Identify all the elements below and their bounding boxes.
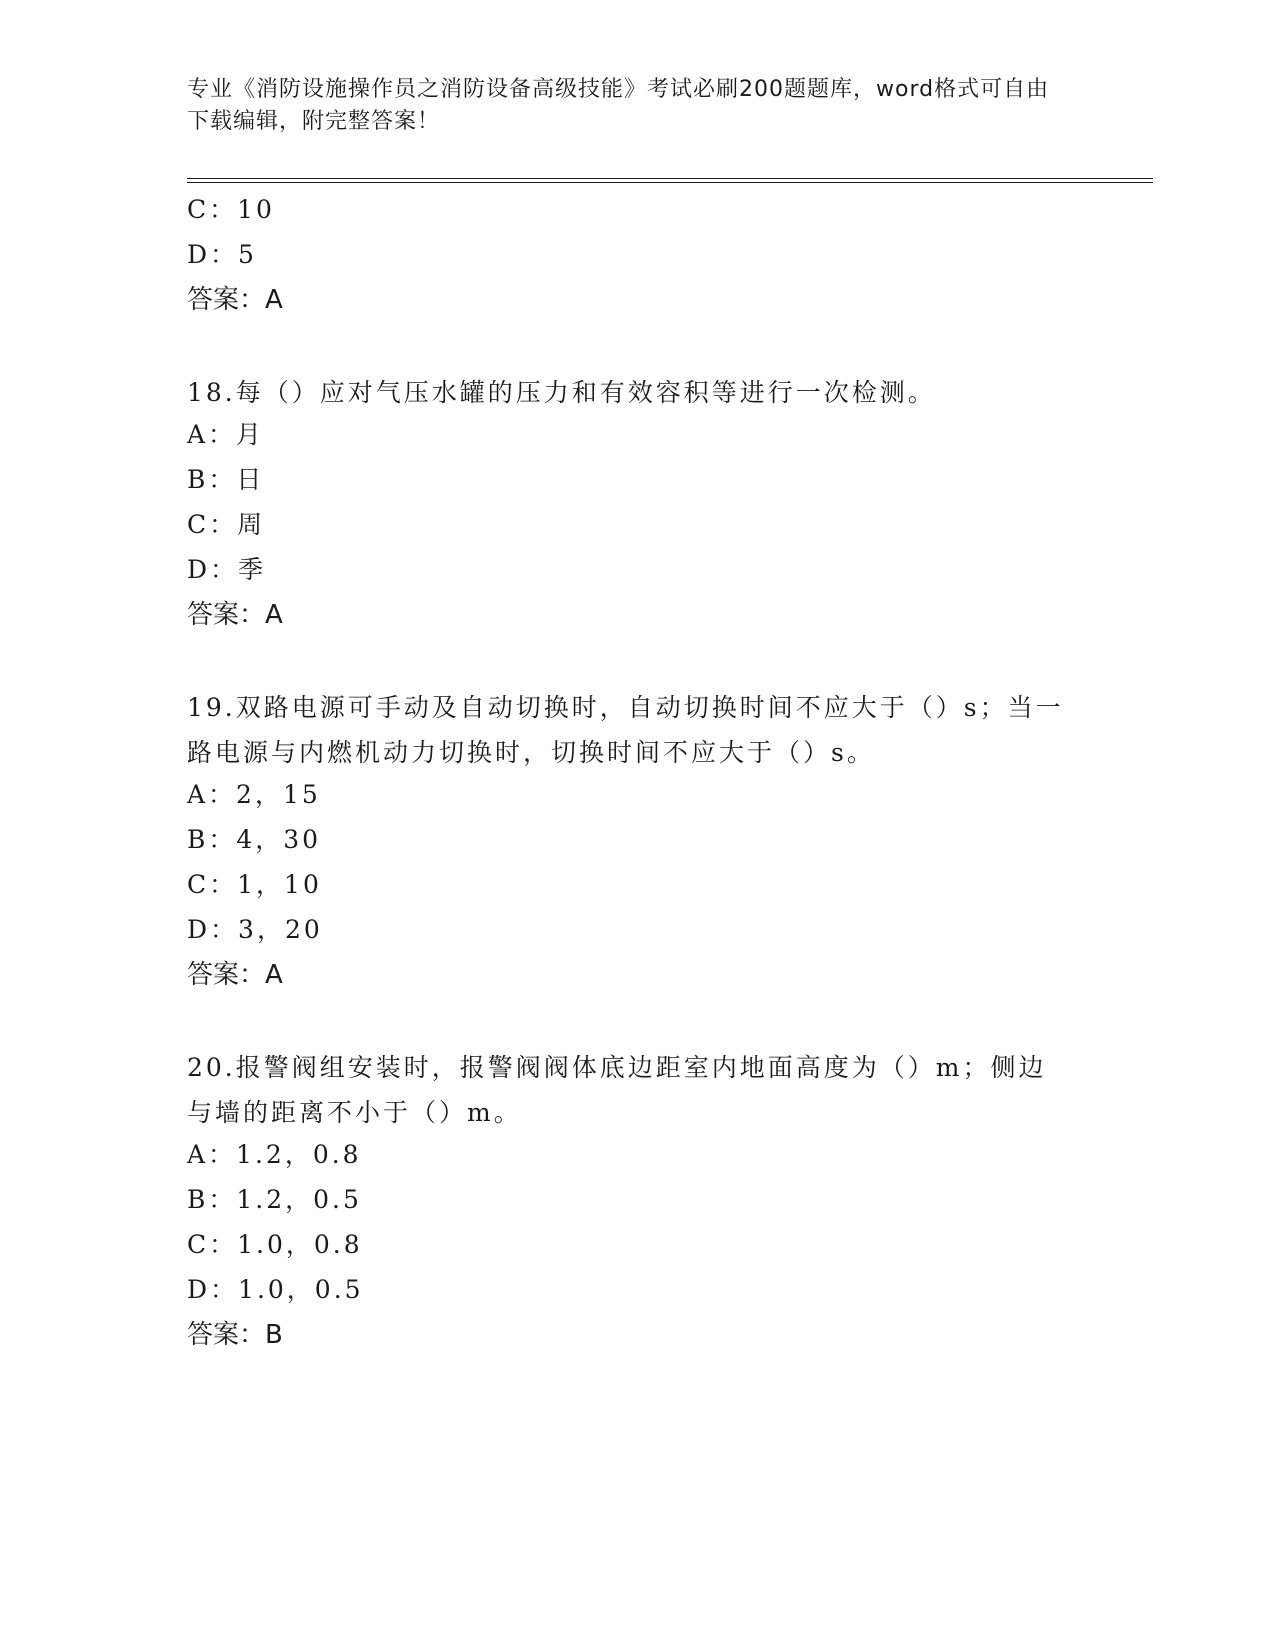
option-d: D：5: [187, 240, 257, 269]
question-18-option-b: B：日: [187, 465, 265, 494]
question-20-option-b: B：1.2，0.5: [187, 1185, 362, 1214]
document-header: 专业《消防设施操作员之消防设备高级技能》考试必刷200题题库，word格式可自由下载编辑，附完整答案！: [187, 77, 1050, 134]
question-18-text: 18.每（）应对气压水罐的压力和有效容积等进行一次检测。: [187, 378, 936, 407]
question-20-option-c: C：1.0，0.8: [187, 1230, 363, 1259]
question-19-option-b: B：4，30: [187, 825, 322, 854]
question-19-option-a: A：2，15: [187, 780, 321, 809]
header-divider-top: [187, 178, 1153, 179]
question-19-option-d: D：3，20: [187, 915, 323, 944]
question-19-option-c: C：1，10: [187, 870, 322, 899]
question-20-option-d: D：1.0，0.5: [187, 1275, 364, 1304]
option-c: C：10: [187, 195, 275, 224]
question-18-option-d: D：季: [187, 555, 267, 584]
question-18-answer: 答案：A: [187, 600, 283, 630]
header-divider-bottom: [187, 182, 1153, 183]
question-18-option-a: A：月: [187, 420, 265, 449]
answer-line: 答案：A: [187, 285, 283, 315]
question-18-option-c: C：周: [187, 510, 266, 539]
question-19-answer: 答案：A: [187, 960, 283, 990]
question-20-option-a: A：1.2，0.8: [187, 1140, 362, 1169]
question-19-text: 19.双路电源可手动及自动切换时，自动切换时间不应大于（）s；当一路电源与内燃机动力切换时，切换时间不应大于（）s。: [187, 693, 1064, 767]
question-20-text: 20.报警阀组安装时，报警阀阀体底边距室内地面高度为（）m；侧边与墙的距离不小于（）m。: [187, 1053, 1047, 1127]
question-20-answer: 答案：B: [187, 1320, 283, 1350]
